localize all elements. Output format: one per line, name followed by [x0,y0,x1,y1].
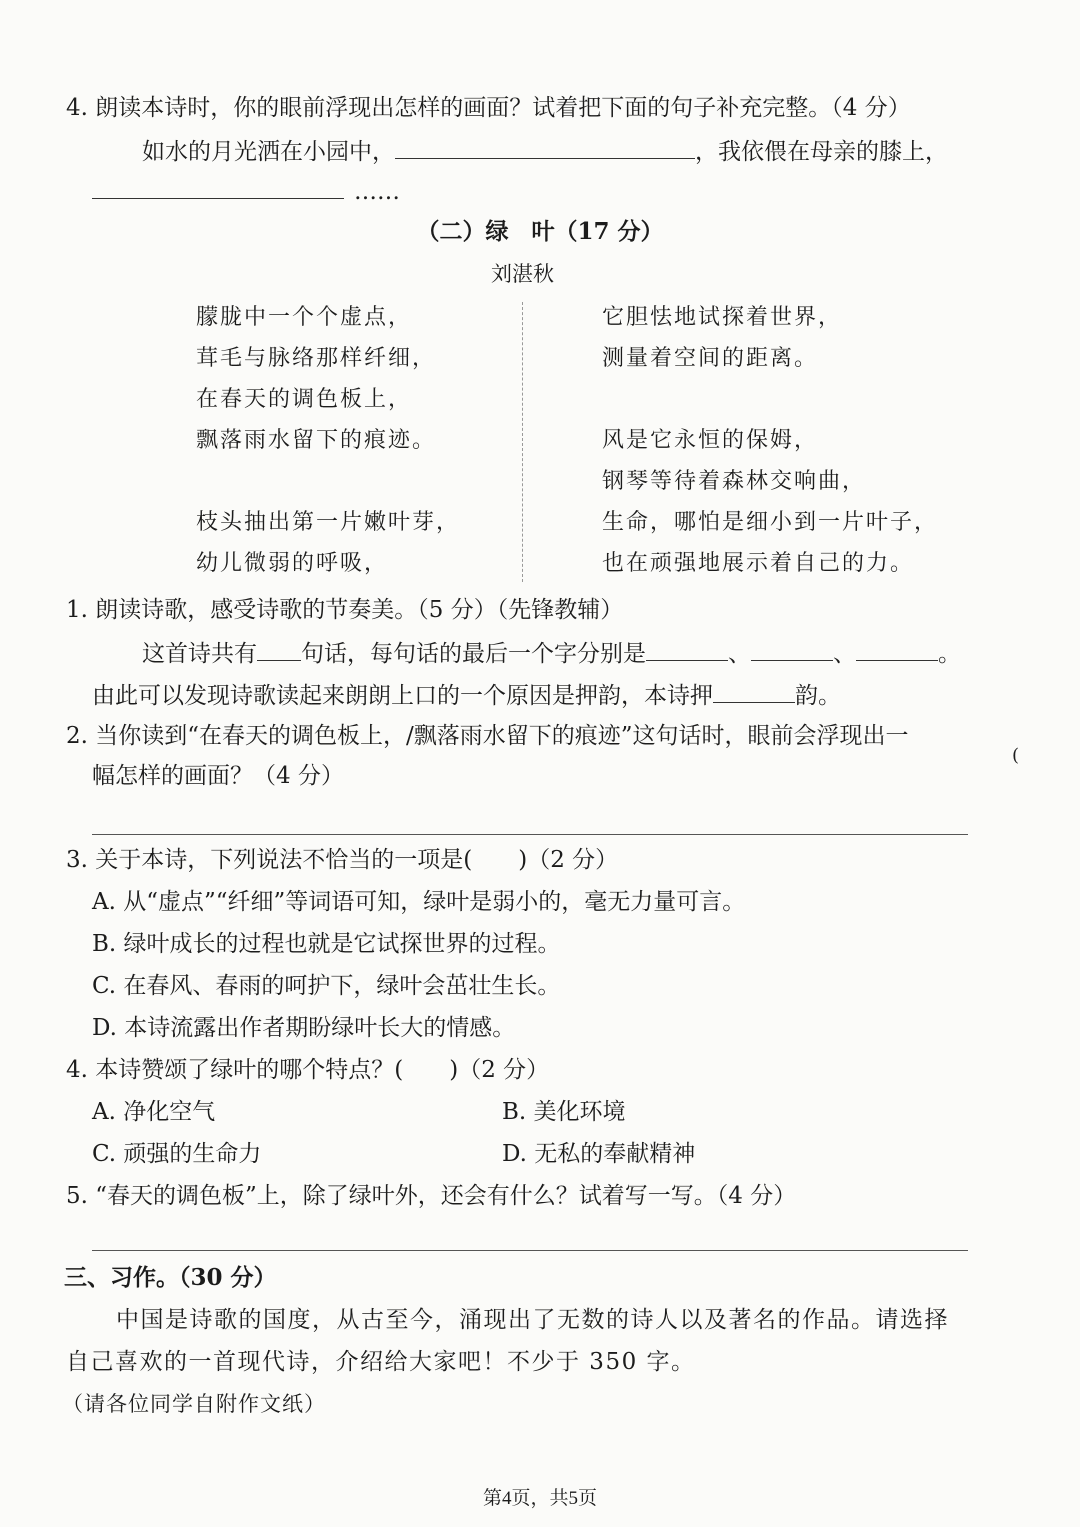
poem-line: 也在顽强地展示着自己的力。 [602,551,915,576]
poem-line: 它胆怯地试探着世界， [602,305,843,330]
poem-line: 幼儿微弱的呼吸， [196,551,389,576]
poem-line: 在春天的调色板上， [196,387,413,412]
answer-line[interactable] [92,1250,968,1251]
option-d[interactable]: D. 无私的奉献精神 [502,1141,696,1167]
poem-divider [522,302,523,582]
option-c[interactable]: C. 在春风、春雨的呵护下，绿叶会茁壮生长。 [92,973,561,999]
question-1: 1. 朗读诗歌，感受诗歌的节奏美。（5 分）（先锋教辅） [66,597,624,623]
poem-line: 测量着空间的距离。 [602,346,819,371]
answer-blank[interactable] [751,636,833,661]
poem-line: 钢琴等待着森林交响曲， [602,469,867,494]
option-a[interactable]: A. 从“虚点”“纤细”等词语可知，绿叶是弱小的，毫无力量可言。 [92,889,746,915]
answer-blank[interactable] [646,636,728,661]
prev-question-4-continuation: …… [92,174,400,208]
answer-blank[interactable] [713,678,795,703]
prev-question-4-sentence: 如水的月光洒在小园中， ，我依偎在母亲的膝上， [142,134,948,168]
essay-note: （请各位同学自附作文纸） [62,1392,326,1416]
prev-question-4: 4. 朗读本诗时，你的眼前浮现出怎样的画面？试着把下面的句子补充完整。（4 分） [66,95,911,121]
question-2-line-2: 幅怎样的画面？（4 分） [92,763,344,789]
answer-blank[interactable] [92,174,344,199]
poem-author: 刘湛秋 [491,262,554,286]
poem-left-column [196,302,460,589]
option-a[interactable]: A. 净化空气 [92,1099,216,1125]
question-1-line-1: 这首诗共有 句话，每句话的最后一个字分别是 、 、 。 [142,636,961,670]
question-1-line-2: 由此可以发现诗歌读起来朗朗上口的一个原因是押韵，本诗押 韵。 [92,678,841,712]
answer-blank[interactable] [856,636,938,661]
answer-line[interactable] [92,834,968,835]
section-title: 三、习作。（30 分） [64,1264,277,1291]
poem-right-column [602,302,938,589]
poem-line: 朦胧中一个个虚点， [196,305,413,330]
poem-line: 风是它永恒的保姆， [602,428,819,453]
essay-prompt: 中国是诗歌的国度，从古至今，涌现出了无数的诗人以及著名的作品。请选择 [116,1307,949,1333]
option-d[interactable]: D. 本诗流露出作者期盼绿叶长大的情感。 [92,1015,516,1041]
poem-line: 茸毛与脉络那样纤细， [196,346,437,371]
question-2: 2. 当你读到“在春天的调色板上，/飘落雨水留下的痕迹”这句话时，眼前会浮现出一 [66,723,909,749]
option-b[interactable]: B. 美化环境 [502,1099,626,1125]
section-title: （二）绿 叶（17 分） [416,218,664,245]
question-3: 3. 关于本诗，下列说法不恰当的一项是( )（2 分） [66,847,619,873]
answer-blank[interactable] [257,636,301,661]
poem-line: 枝头抽出第一片嫩叶芽， [196,510,461,535]
question-4: 4. 本诗赞颂了绿叶的哪个特点？( )（2 分） [66,1057,550,1083]
question-5: 5. “春天的调色板”上，除了绿叶外，还会有什么？试着写一写。（4 分） [66,1183,797,1209]
answer-blank[interactable] [395,134,695,159]
poem-line: 飘落雨水留下的痕迹。 [196,428,437,453]
essay-prompt-continued: 自己喜欢的一首现代诗，介绍给大家吧！不少于 350 字。 [66,1349,696,1375]
poem-line: 生命，哪怕是细小到一片叶子， [602,510,939,535]
margin-mark: ( [1012,745,1020,766]
page-number: 第4页，共5页 [482,1488,597,1509]
option-b[interactable]: B. 绿叶成长的过程也就是它试探世界的过程。 [92,931,561,957]
option-c[interactable]: C. 顽强的生命力 [92,1141,262,1167]
